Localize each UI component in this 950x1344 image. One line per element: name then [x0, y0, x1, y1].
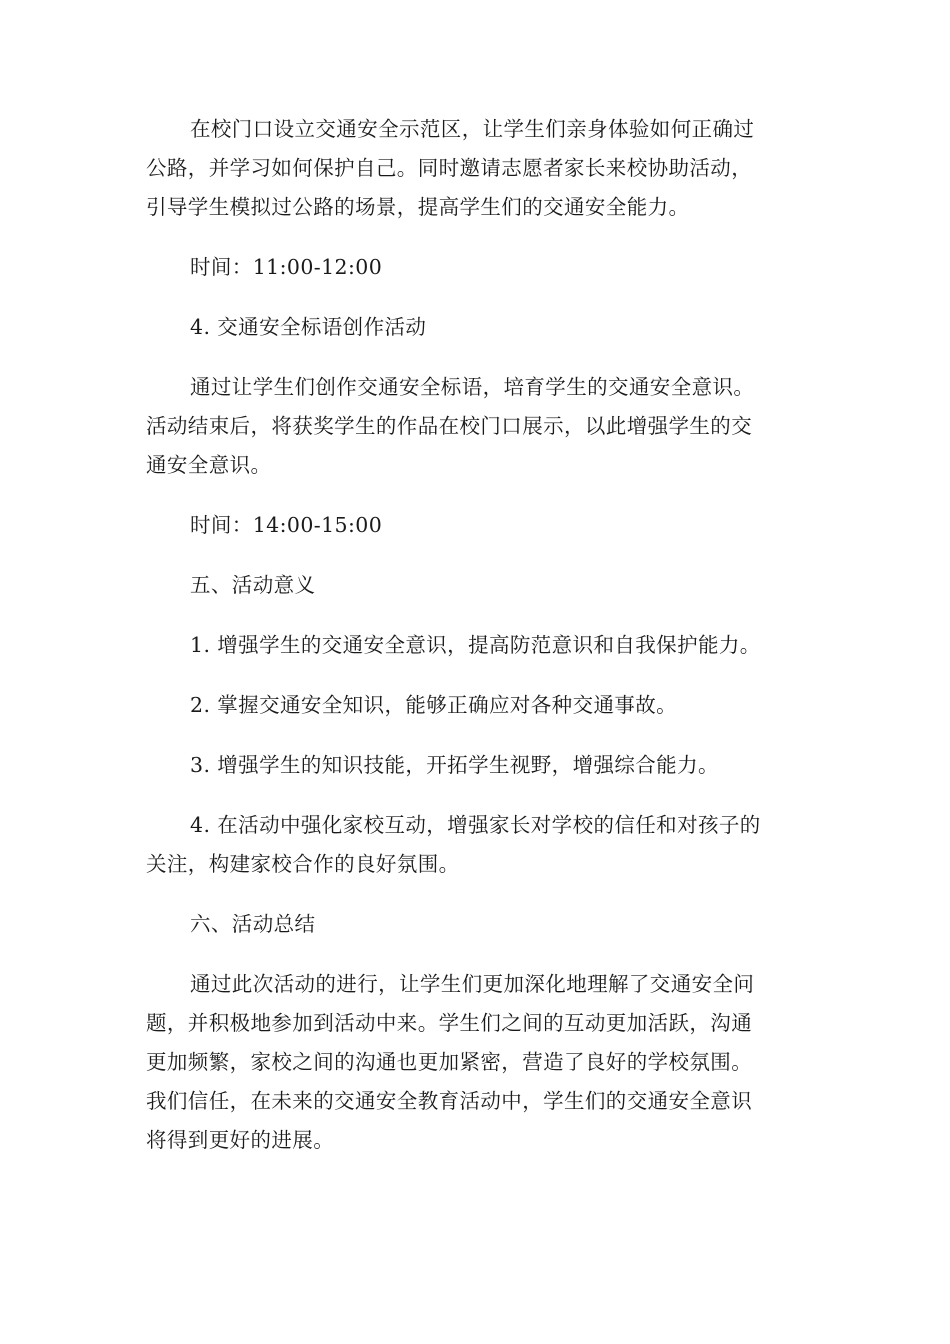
text-line: 4. 在活动中强化家校互动，增强家长对学校的信任和对孩子的 — [190, 813, 761, 837]
time-line-1 — [146, 248, 806, 287]
text-line: 公路，并学习如何保护自己。同时邀请志愿者家长来校协助活动， — [146, 156, 753, 180]
document-page — [146, 110, 806, 1160]
text-line: 关注，构建家校合作的良好氛围。 — [146, 852, 460, 876]
text-line: 时间：11:00-12:00 — [190, 255, 383, 279]
text-line: 活动结束后，将获奖学生的作品在校门口展示，以此增强学生的交 — [146, 414, 753, 438]
text-line: 更加频繁，家校之间的沟通也更加紧密，营造了良好的学校氛围。 — [146, 1050, 753, 1074]
paragraph-slogan — [146, 368, 806, 485]
text-line: 时间：14:00-15:00 — [190, 513, 383, 537]
time-line-2 — [146, 506, 806, 545]
text-line: 3. 增强学生的知识技能，开拓学生视野，增强综合能力。 — [190, 753, 719, 777]
text-line: 五、活动意义 — [190, 573, 316, 597]
paragraph-demo-zone — [146, 110, 806, 227]
section-heading-summary — [146, 905, 806, 944]
text-line: 六、活动总结 — [190, 912, 316, 936]
text-line: 通安全意识。 — [146, 453, 272, 477]
text-line: 引导学生模拟过公路的场景，提高学生们的交通安全能力。 — [146, 195, 690, 219]
list-item — [146, 626, 806, 665]
list-item — [146, 806, 806, 884]
paragraph-summary — [146, 965, 806, 1160]
item-heading-slogan — [146, 308, 806, 347]
text-line: 通过此次活动的进行，让学生们更加深化地理解了交通安全问 — [190, 972, 755, 996]
text-line: 4. 交通安全标语创作活动 — [190, 315, 427, 339]
text-line: 将得到更好的进展。 — [146, 1128, 335, 1152]
text-line: 通过让学生们创作交通安全标语，培育学生的交通安全意识。 — [190, 375, 755, 399]
section-heading-significance — [146, 566, 806, 605]
list-item — [146, 746, 806, 785]
list-item — [146, 686, 806, 725]
text-line: 在校门口设立交通安全示范区，让学生们亲身体验如何正确过 — [190, 117, 755, 141]
text-line: 我们信任，在未来的交通安全教育活动中，学生们的交通安全意识 — [146, 1089, 753, 1113]
text-line: 题，并积极地参加到活动中来。学生们之间的互动更加活跃，沟通 — [146, 1011, 753, 1035]
text-line: 1. 增强学生的交通安全意识，提高防范意识和自我保护能力。 — [190, 633, 761, 657]
text-line: 2. 掌握交通安全知识，能够正确应对各种交通事故。 — [190, 693, 678, 717]
